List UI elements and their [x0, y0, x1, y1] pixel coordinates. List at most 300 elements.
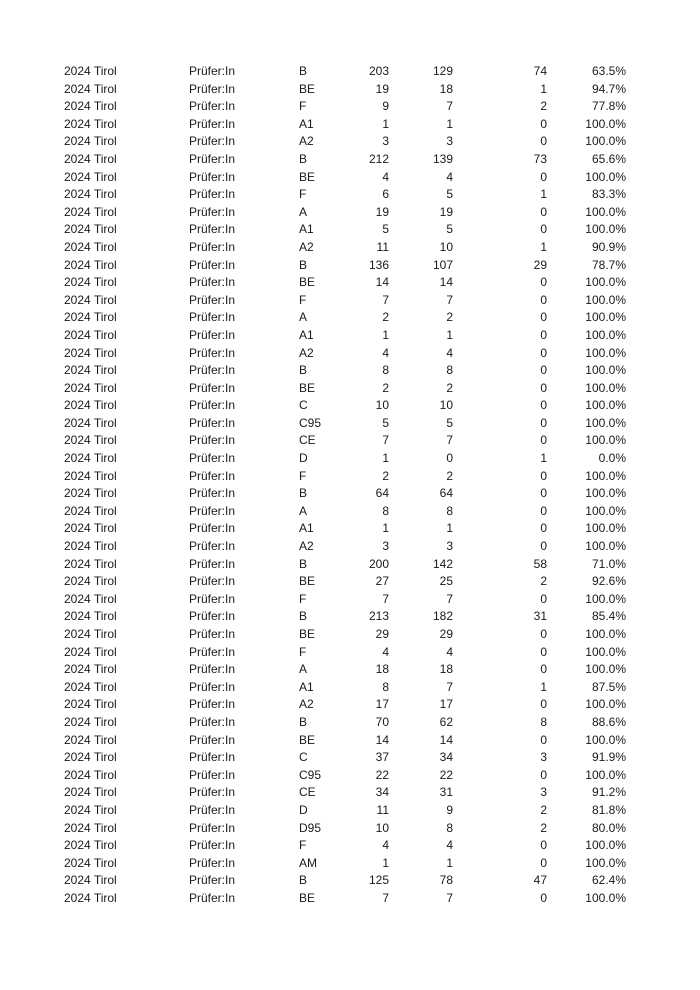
- total-cell: 2: [382, 380, 389, 395]
- failed-cell: 8: [540, 714, 547, 729]
- role-cell: Prüfer:In: [189, 767, 236, 782]
- table-row: [64, 98, 626, 116]
- pass-rate-cell: 100.0%: [585, 433, 626, 448]
- failed-cell: 31: [533, 609, 547, 624]
- license-class-cell: F: [299, 468, 307, 483]
- total-cell: 8: [382, 503, 389, 518]
- table-body: [64, 63, 626, 908]
- table-row: [64, 556, 626, 574]
- pass-rate-cell: 100.0%: [585, 415, 626, 430]
- pass-rate-cell: 100.0%: [585, 855, 626, 870]
- failed-cell: 0: [540, 415, 547, 430]
- total-cell: 29: [375, 627, 389, 641]
- role-cell: Prüfer:In: [189, 327, 236, 342]
- total-cell: 27: [375, 574, 389, 589]
- failed-cell: 74: [533, 64, 547, 78]
- year-region-cell: 2024 Tirol: [64, 257, 117, 272]
- year-region-cell: 2024 Tirol: [64, 750, 117, 765]
- failed-cell: 0: [540, 503, 547, 518]
- total-cell: 10: [375, 820, 389, 835]
- failed-cell: 47: [533, 873, 547, 888]
- role-cell: Prüfer:In: [189, 486, 236, 501]
- total-cell: 34: [375, 785, 389, 800]
- total-cell: 37: [375, 750, 389, 765]
- passed-cell: 10: [439, 239, 453, 254]
- pass-rate-cell: 65.6%: [591, 151, 626, 166]
- pass-rate-cell: 100.0%: [585, 838, 626, 853]
- role-cell: Prüfer:In: [189, 222, 236, 237]
- year-region-cell: 2024 Tirol: [64, 222, 117, 237]
- year-region-cell: 2024 Tirol: [64, 380, 117, 395]
- pass-rate-cell: 100.0%: [585, 644, 626, 659]
- role-cell: Prüfer:In: [189, 204, 236, 219]
- failed-cell: 3: [540, 785, 547, 800]
- license-class-cell: CE: [299, 785, 316, 800]
- failed-cell: 0: [540, 627, 547, 641]
- table-row: [64, 151, 626, 169]
- passed-cell: 25: [439, 574, 453, 589]
- year-region-cell: 2024 Tirol: [64, 468, 117, 483]
- failed-cell: 29: [533, 257, 547, 272]
- pass-rate-cell: 87.5%: [591, 679, 626, 694]
- year-region-cell: 2024 Tirol: [64, 574, 117, 589]
- license-class-cell: A: [299, 204, 308, 219]
- table-row: [64, 362, 626, 380]
- pass-rate-cell: 94.7%: [591, 81, 626, 96]
- pass-rate-cell: 100.0%: [585, 486, 626, 501]
- role-cell: Prüfer:In: [189, 785, 236, 800]
- year-region-cell: 2024 Tirol: [64, 398, 117, 413]
- year-region-cell: 2024 Tirol: [64, 239, 117, 254]
- role-cell: Prüfer:In: [189, 451, 236, 466]
- failed-cell: 0: [540, 521, 547, 536]
- year-region-cell: 2024 Tirol: [64, 679, 117, 694]
- year-region-cell: 2024 Tirol: [64, 204, 117, 219]
- pass-rate-cell: 85.4%: [591, 609, 626, 624]
- failed-cell: 0: [540, 697, 547, 712]
- passed-cell: 2: [446, 380, 453, 395]
- role-cell: Prüfer:In: [189, 363, 236, 378]
- year-region-cell: 2024 Tirol: [64, 327, 117, 342]
- passed-cell: 2: [446, 310, 453, 325]
- table-row: [64, 608, 626, 626]
- passed-cell: 182: [432, 609, 453, 624]
- license-class-cell: F: [299, 591, 307, 606]
- total-cell: 1: [382, 451, 389, 466]
- data-table: [64, 63, 626, 908]
- license-class-cell: A1: [299, 679, 314, 694]
- pass-rate-cell: 100.0%: [585, 503, 626, 518]
- total-cell: 22: [375, 767, 389, 782]
- license-class-cell: BE: [299, 380, 316, 395]
- role-cell: Prüfer:In: [189, 873, 236, 888]
- role-cell: Prüfer:In: [189, 820, 236, 835]
- passed-cell: 4: [446, 838, 453, 853]
- table-row: [64, 432, 626, 450]
- pass-rate-cell: 90.9%: [591, 239, 626, 254]
- failed-cell: 2: [540, 802, 547, 817]
- failed-cell: 58: [533, 556, 547, 571]
- year-region-cell: 2024 Tirol: [64, 81, 117, 96]
- pass-rate-cell: 77.8%: [591, 99, 626, 114]
- passed-cell: 1: [446, 116, 453, 131]
- license-class-cell: B: [299, 714, 308, 729]
- table-row: [64, 468, 626, 486]
- table-row: [64, 397, 626, 415]
- passed-cell: 17: [439, 697, 453, 712]
- failed-cell: 0: [540, 345, 547, 360]
- table-row: [64, 767, 626, 785]
- pass-rate-cell: 100.0%: [585, 767, 626, 782]
- passed-cell: 5: [446, 415, 453, 430]
- failed-cell: 0: [540, 591, 547, 606]
- pass-rate-cell: 100.0%: [585, 222, 626, 237]
- table-row: [64, 186, 626, 204]
- pass-rate-cell: 81.8%: [591, 802, 626, 817]
- table-row: [64, 63, 626, 81]
- table-row: [64, 837, 626, 855]
- table-row: [64, 81, 626, 99]
- role-cell: Prüfer:In: [189, 187, 236, 202]
- failed-cell: 0: [540, 855, 547, 870]
- table-row: [64, 696, 626, 714]
- total-cell: 10: [375, 398, 389, 413]
- license-class-cell: A2: [299, 345, 314, 360]
- passed-cell: 7: [446, 890, 453, 905]
- total-cell: 14: [375, 732, 389, 747]
- year-region-cell: 2024 Tirol: [64, 116, 117, 131]
- passed-cell: 1: [446, 327, 453, 342]
- total-cell: 17: [375, 697, 389, 712]
- passed-cell: 10: [439, 398, 453, 413]
- role-cell: Prüfer:In: [189, 292, 236, 307]
- passed-cell: 14: [439, 732, 453, 747]
- total-cell: 125: [368, 873, 389, 888]
- total-cell: 1: [382, 521, 389, 536]
- passed-cell: 18: [439, 662, 453, 677]
- passed-cell: 1: [446, 855, 453, 870]
- year-region-cell: 2024 Tirol: [64, 644, 117, 659]
- table-row: [64, 327, 626, 345]
- passed-cell: 3: [446, 134, 453, 149]
- failed-cell: 0: [540, 662, 547, 677]
- year-region-cell: 2024 Tirol: [64, 310, 117, 325]
- passed-cell: 62: [439, 714, 453, 729]
- total-cell: 8: [382, 363, 389, 378]
- passed-cell: 139: [432, 151, 453, 166]
- failed-cell: 0: [540, 310, 547, 325]
- pass-rate-cell: 100.0%: [585, 380, 626, 395]
- failed-cell: 1: [540, 239, 547, 254]
- pass-rate-cell: 0.0%: [598, 451, 626, 466]
- pass-rate-cell: 100.0%: [585, 468, 626, 483]
- pass-rate-cell: 100.0%: [585, 521, 626, 536]
- year-region-cell: 2024 Tirol: [64, 451, 117, 466]
- license-class-cell: B: [299, 609, 308, 624]
- license-class-cell: F: [299, 292, 307, 307]
- total-cell: 2: [382, 468, 389, 483]
- license-class-cell: B: [299, 151, 308, 166]
- pass-rate-cell: 92.6%: [591, 574, 626, 589]
- pass-rate-cell: 100.0%: [585, 591, 626, 606]
- total-cell: 18: [375, 662, 389, 677]
- total-cell: 4: [382, 345, 389, 360]
- failed-cell: 0: [540, 486, 547, 501]
- role-cell: Prüfer:In: [189, 468, 236, 483]
- role-cell: Prüfer:In: [189, 503, 236, 518]
- passed-cell: 8: [446, 363, 453, 378]
- total-cell: 19: [375, 81, 389, 96]
- total-cell: 19: [375, 204, 389, 219]
- year-region-cell: 2024 Tirol: [64, 521, 117, 536]
- pass-rate-cell: 100.0%: [585, 363, 626, 378]
- table-row: [64, 714, 626, 732]
- passed-cell: 7: [446, 591, 453, 606]
- year-region-cell: 2024 Tirol: [64, 767, 117, 782]
- role-cell: Prüfer:In: [189, 169, 236, 184]
- year-region-cell: 2024 Tirol: [64, 433, 117, 448]
- license-class-cell: F: [299, 99, 307, 114]
- passed-cell: 3: [446, 539, 453, 554]
- role-cell: Prüfer:In: [189, 310, 236, 325]
- license-class-cell: F: [299, 838, 307, 853]
- year-region-cell: 2024 Tirol: [64, 134, 117, 149]
- pass-rate-cell: 100.0%: [585, 327, 626, 342]
- passed-cell: 4: [446, 169, 453, 184]
- year-region-cell: 2024 Tirol: [64, 275, 117, 290]
- failed-cell: 0: [540, 169, 547, 184]
- role-cell: Prüfer:In: [189, 539, 236, 554]
- license-class-cell: A2: [299, 539, 314, 554]
- table-row: [64, 626, 626, 644]
- role-cell: Prüfer:In: [189, 239, 236, 254]
- table-row: [64, 520, 626, 538]
- table-row: [64, 749, 626, 767]
- role-cell: Prüfer:In: [189, 134, 236, 149]
- license-class-cell: BE: [299, 81, 316, 96]
- total-cell: 11: [376, 239, 389, 254]
- table-row: [64, 485, 626, 503]
- year-region-cell: 2024 Tirol: [64, 820, 117, 835]
- license-class-cell: A1: [299, 521, 314, 536]
- total-cell: 8: [382, 679, 389, 694]
- table-row: [64, 116, 626, 134]
- license-class-cell: B: [299, 363, 308, 378]
- table-row: [64, 802, 626, 820]
- license-class-cell: BE: [299, 169, 316, 184]
- passed-cell: 31: [439, 785, 453, 800]
- role-cell: Prüfer:In: [189, 697, 236, 712]
- table-row: [64, 221, 626, 239]
- table-row: [64, 309, 626, 327]
- table-row: [64, 345, 626, 363]
- year-region-cell: 2024 Tirol: [64, 838, 117, 853]
- license-class-cell: C95: [299, 415, 322, 430]
- pass-rate-cell: 91.9%: [591, 750, 626, 765]
- license-class-cell: BE: [299, 890, 316, 905]
- pass-rate-cell: 100.0%: [585, 627, 626, 641]
- failed-cell: 0: [540, 838, 547, 853]
- total-cell: 213: [368, 609, 389, 624]
- failed-cell: 0: [540, 363, 547, 378]
- license-class-cell: BE: [299, 627, 316, 641]
- role-cell: Prüfer:In: [189, 345, 236, 360]
- failed-cell: 0: [540, 539, 547, 554]
- year-region-cell: 2024 Tirol: [64, 591, 117, 606]
- failed-cell: 1: [540, 81, 547, 96]
- pass-rate-cell: 100.0%: [585, 890, 626, 905]
- passed-cell: 34: [439, 750, 453, 765]
- license-class-cell: A2: [299, 697, 314, 712]
- total-cell: 1: [382, 327, 389, 342]
- year-region-cell: 2024 Tirol: [64, 802, 117, 817]
- license-class-cell: BE: [299, 275, 316, 290]
- role-cell: Prüfer:In: [189, 116, 236, 131]
- passed-cell: 142: [432, 556, 453, 571]
- total-cell: 6: [382, 187, 389, 202]
- passed-cell: 1: [446, 521, 453, 536]
- passed-cell: 7: [446, 292, 453, 307]
- role-cell: Prüfer:In: [189, 855, 236, 870]
- role-cell: Prüfer:In: [189, 64, 236, 78]
- license-class-cell: A2: [299, 239, 314, 254]
- table-row: [64, 855, 626, 873]
- pass-rate-cell: 100.0%: [585, 310, 626, 325]
- role-cell: Prüfer:In: [189, 714, 236, 729]
- pass-rate-cell: 88.6%: [591, 714, 626, 729]
- license-class-cell: A: [299, 662, 308, 677]
- year-region-cell: 2024 Tirol: [64, 714, 117, 729]
- failed-cell: 0: [540, 398, 547, 413]
- passed-cell: 107: [432, 257, 453, 272]
- role-cell: Prüfer:In: [189, 257, 236, 272]
- total-cell: 3: [382, 134, 389, 149]
- license-class-cell: A2: [299, 134, 314, 149]
- failed-cell: 0: [540, 204, 547, 219]
- license-class-cell: B: [299, 257, 308, 272]
- year-region-cell: 2024 Tirol: [64, 345, 117, 360]
- total-cell: 1: [382, 116, 389, 131]
- passed-cell: 2: [446, 468, 453, 483]
- pass-rate-cell: 80.0%: [591, 820, 626, 835]
- role-cell: Prüfer:In: [189, 521, 236, 536]
- passed-cell: 22: [439, 767, 453, 782]
- total-cell: 14: [375, 275, 389, 290]
- role-cell: Prüfer:In: [189, 415, 236, 430]
- total-cell: 9: [382, 99, 389, 114]
- failed-cell: 0: [540, 468, 547, 483]
- license-class-cell: C95: [299, 767, 322, 782]
- role-cell: Prüfer:In: [189, 609, 236, 624]
- table-row: [64, 573, 626, 591]
- pass-rate-cell: 100.0%: [585, 169, 626, 184]
- total-cell: 7: [382, 292, 389, 307]
- role-cell: Prüfer:In: [189, 662, 236, 677]
- total-cell: 212: [368, 151, 389, 166]
- license-class-cell: A: [299, 310, 308, 325]
- year-region-cell: 2024 Tirol: [64, 785, 117, 800]
- year-region-cell: 2024 Tirol: [64, 855, 117, 870]
- table-row: [64, 890, 626, 908]
- role-cell: Prüfer:In: [189, 380, 236, 395]
- table-row: [64, 679, 626, 697]
- license-class-cell: AM: [299, 855, 317, 870]
- pass-rate-cell: 78.7%: [591, 257, 626, 272]
- table-row: [64, 292, 626, 310]
- passed-cell: 14: [439, 275, 453, 290]
- passed-cell: 4: [446, 345, 453, 360]
- role-cell: Prüfer:In: [189, 838, 236, 853]
- license-class-cell: F: [299, 187, 307, 202]
- year-region-cell: 2024 Tirol: [64, 627, 117, 641]
- year-region-cell: 2024 Tirol: [64, 890, 117, 905]
- table-row: [64, 450, 626, 468]
- year-region-cell: 2024 Tirol: [64, 64, 117, 78]
- table-row: [64, 380, 626, 398]
- failed-cell: 0: [540, 732, 547, 747]
- table-row: [64, 732, 626, 750]
- passed-cell: 5: [446, 222, 453, 237]
- passed-cell: 7: [446, 679, 453, 694]
- pass-rate-cell: 71.0%: [591, 556, 626, 571]
- year-region-cell: 2024 Tirol: [64, 503, 117, 518]
- passed-cell: 78: [439, 873, 453, 888]
- year-region-cell: 2024 Tirol: [64, 732, 117, 747]
- failed-cell: 1: [540, 451, 547, 466]
- table-row: [64, 257, 626, 275]
- total-cell: 64: [375, 486, 389, 501]
- passed-cell: 7: [446, 433, 453, 448]
- total-cell: 4: [382, 838, 389, 853]
- passed-cell: 9: [446, 802, 453, 817]
- passed-cell: 7: [446, 99, 453, 114]
- table-row: [64, 661, 626, 679]
- total-cell: 70: [375, 714, 389, 729]
- license-class-cell: A1: [299, 222, 314, 237]
- passed-cell: 4: [446, 644, 453, 659]
- passed-cell: 8: [446, 503, 453, 518]
- failed-cell: 73: [533, 151, 547, 166]
- pass-rate-cell: 100.0%: [585, 345, 626, 360]
- role-cell: Prüfer:In: [189, 679, 236, 694]
- table-row: [64, 784, 626, 802]
- license-class-cell: F: [299, 644, 307, 659]
- pass-rate-cell: 91.2%: [591, 785, 626, 800]
- year-region-cell: 2024 Tirol: [64, 609, 117, 624]
- license-class-cell: D: [299, 451, 308, 466]
- total-cell: 4: [382, 644, 389, 659]
- passed-cell: 18: [439, 81, 453, 96]
- pass-rate-cell: 100.0%: [585, 116, 626, 131]
- total-cell: 203: [368, 64, 389, 78]
- year-region-cell: 2024 Tirol: [64, 539, 117, 554]
- total-cell: 7: [382, 890, 389, 905]
- pass-rate-cell: 100.0%: [585, 697, 626, 712]
- role-cell: Prüfer:In: [189, 890, 236, 905]
- license-class-cell: BE: [299, 732, 316, 747]
- year-region-cell: 2024 Tirol: [64, 486, 117, 501]
- table-row: [64, 820, 626, 838]
- license-class-cell: B: [299, 556, 308, 571]
- role-cell: Prüfer:In: [189, 398, 236, 413]
- total-cell: 2: [382, 310, 389, 325]
- pass-rate-cell: 100.0%: [585, 275, 626, 290]
- failed-cell: 2: [540, 820, 547, 835]
- table-row: [64, 872, 626, 890]
- pass-rate-cell: 100.0%: [585, 398, 626, 413]
- role-cell: Prüfer:In: [189, 556, 236, 571]
- failed-cell: 0: [540, 890, 547, 905]
